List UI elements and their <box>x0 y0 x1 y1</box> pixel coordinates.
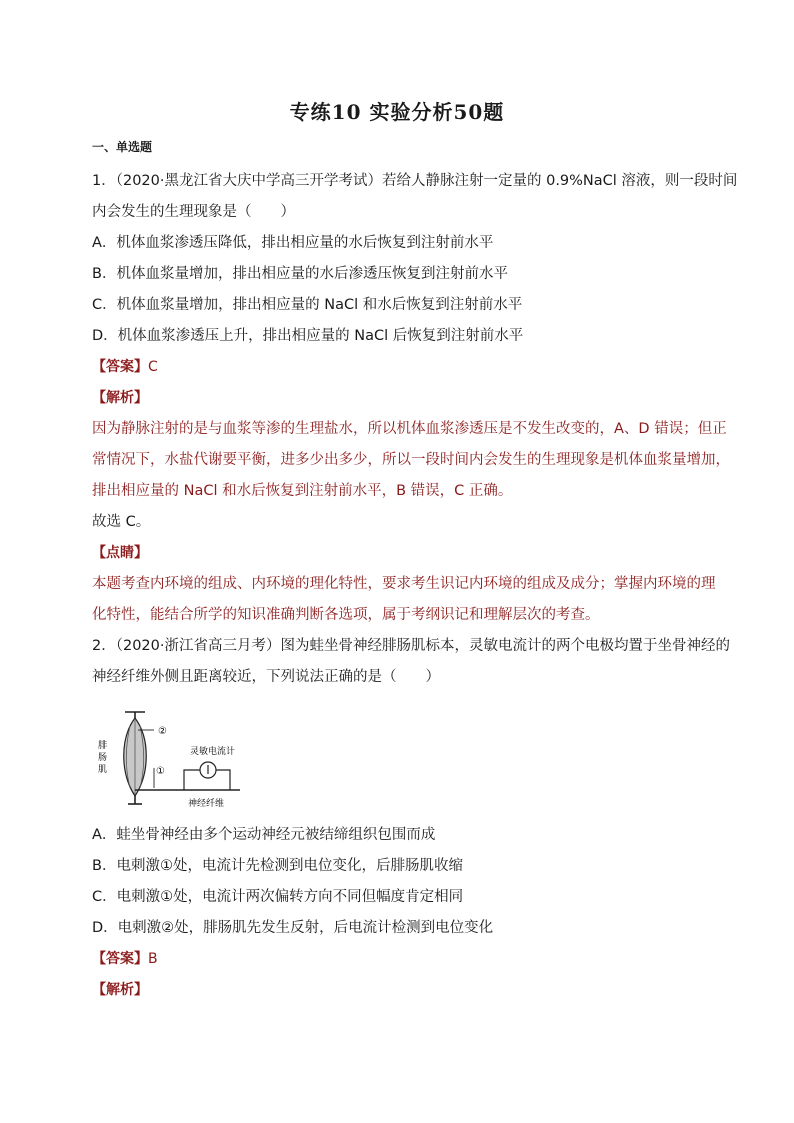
q2-answer <box>92 944 704 975</box>
q1-comment-line-2: 化特性，能结合所学的知识准确判断各选项，属于考纲识记和理解层次的考查。 <box>92 607 600 623</box>
muscle-label-char-1: 腓 <box>98 741 108 751</box>
q1-answer <box>92 352 704 383</box>
point-2-label: ② <box>158 726 167 737</box>
answer-value: B <box>148 951 158 967</box>
q2-option-b: B．电刺激①处，电流计先检测到电位变化，后腓肠肌收缩 <box>92 858 463 874</box>
q1-comment-line-1: 本题考查内环境的组成、内环境的理化特性，要求考生识记内环境的组成及成分；掌握内环境的理 <box>92 576 716 592</box>
q1-option-c: C．机体血浆量增加，排出相应量的 NaCl 和水后恢复到注射前水平 <box>92 297 523 313</box>
q1-option-d: D．机体血浆渗透压上升，排出相应量的 NaCl 后恢复到注射前水平 <box>92 328 524 344</box>
muscle-label <box>98 739 107 775</box>
q1-analysis-label: 【解析】 <box>92 390 148 406</box>
q2-analysis-label: 【解析】 <box>92 982 148 998</box>
q2-stem-line-1: 2．（2020·浙江省高三月考）图为蛙坐骨神经腓肠肌标本，灵敏电流计的两个电极均置于坐骨神经的 <box>92 638 730 654</box>
q1-analysis-line-1: 因为静脉注射的是与血浆等渗的生理盐水，所以机体血浆渗透压是不发生改变的，A、D 错误；但正 <box>92 421 727 437</box>
section-heading: 一、单选题 <box>92 140 153 154</box>
q1-option-b: B．机体血浆量增加，排出相应量的水后渗透压恢复到注射前水平 <box>92 266 508 282</box>
q1-stem-line-1: 1．（2020·黑龙江省大庆中学高三开学考试）若给人静脉注射一定量的 0.9%NaCl 溶液，则一段时间 <box>92 173 738 189</box>
q2-option-c: C．电刺激①处，电流计两次偏转方向不同但幅度肯定相同 <box>92 889 464 905</box>
question-1 <box>92 166 738 693</box>
q2-option-d: D．电刺激②处，腓肠肌先发生反射，后电流计检测到电位变化 <box>92 920 494 936</box>
point-1-label: ① <box>156 766 165 777</box>
answer-value: C <box>148 359 158 375</box>
nerve-muscle-diagram <box>92 708 252 812</box>
meter-wire-left <box>184 770 200 790</box>
nerve-fiber-label: 神经纤维 <box>188 799 225 809</box>
q1-analysis-line-2: 常情况下，水盐代谢要平衡，进多少出多少，所以一段时间内会发生的生理现象是机体血浆量增加， <box>92 452 730 468</box>
q1-analysis-line-3: 排出相应量的 NaCl 和水后恢复到注射前水平，B 错误，C 正确。 <box>92 483 513 499</box>
answer-label: 【答案】 <box>92 359 148 375</box>
q1-option-a: A．机体血浆渗透压降低，排出相应量的水后恢复到注射前水平 <box>92 235 494 251</box>
q1-comment-label: 【点睛】 <box>92 545 148 561</box>
muscle-label-char-3: 肌 <box>98 765 108 775</box>
meter-label: 灵敏电流计 <box>190 747 236 757</box>
muscle-label-char-2: 肠 <box>98 753 108 763</box>
nerve-muscle-figure <box>92 708 252 812</box>
q2-stem-line-2: 神经纤维外侧且距离较近，下列说法正确的是（ ） <box>92 669 440 685</box>
answer-label: 【答案】 <box>92 951 148 967</box>
meter-wire-right <box>216 770 230 790</box>
page-title: 专练10 实验分析50题 <box>289 100 505 124</box>
question-2-options <box>92 820 704 1006</box>
q1-conclusion: 故选 C。 <box>92 514 151 530</box>
q1-stem-line-2: 内会发生的生理现象是（ ） <box>92 204 295 220</box>
q2-option-a: A．蛙坐骨神经由多个运动神经元被结缔组织包围而成 <box>92 827 436 843</box>
